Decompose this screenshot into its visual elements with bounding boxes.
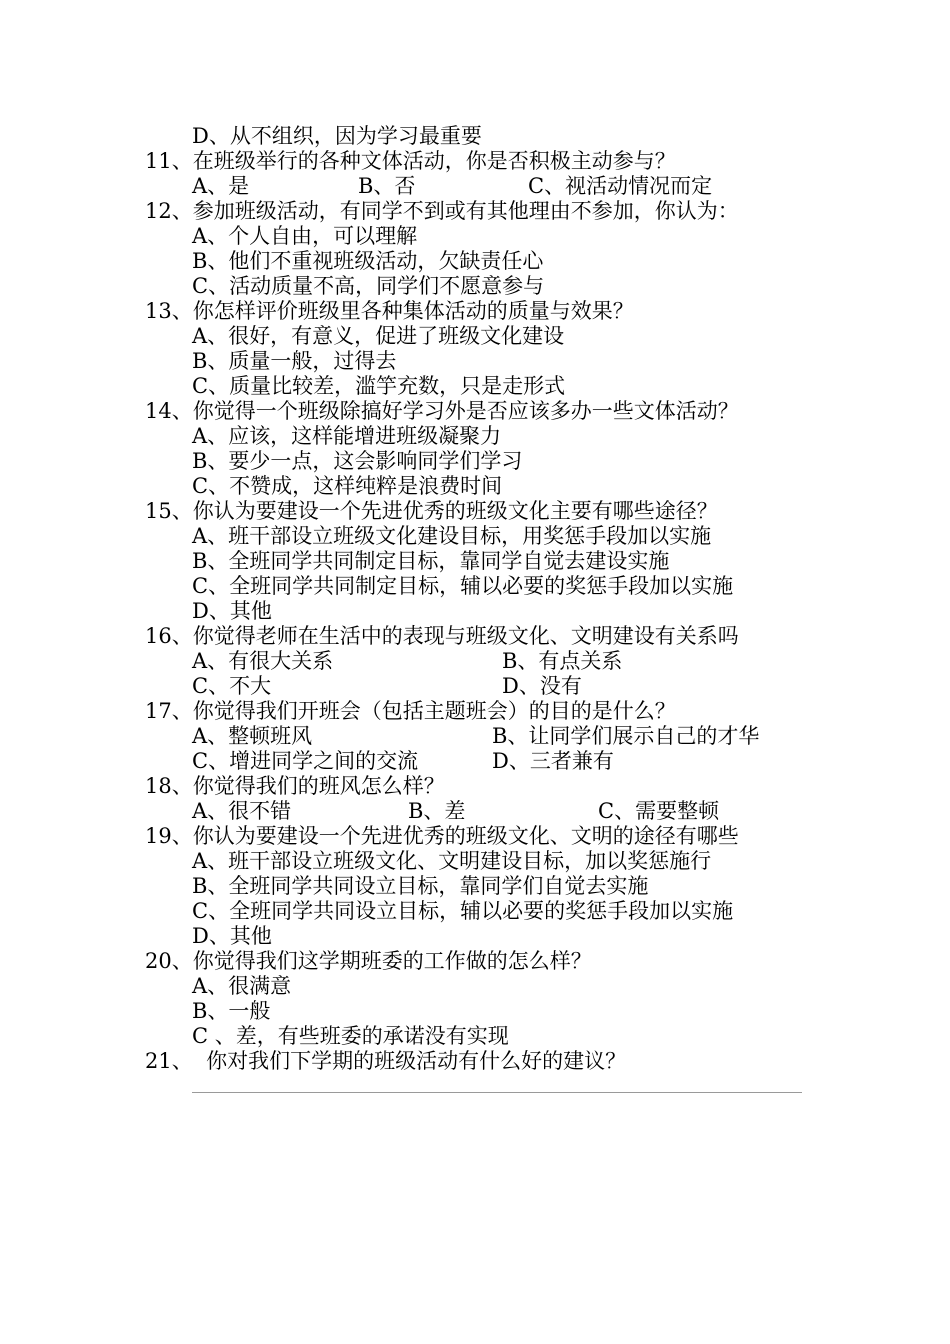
option-q11-b: B、否 bbox=[358, 174, 416, 198]
option-q15-d: D、其他 bbox=[192, 599, 272, 623]
answer-blank-line[interactable] bbox=[192, 1092, 802, 1093]
question-17: 17、你觉得我们开班会（包括主题班会）的目的是什么？ bbox=[145, 699, 676, 723]
option-q16-b: B、有点关系 bbox=[502, 649, 623, 673]
option-q13-c: C、质量比较差，滥竽充数，只是走形式 bbox=[192, 374, 566, 398]
option-q20-a: A、很满意 bbox=[192, 974, 292, 998]
option-q17-d: D、三者兼有 bbox=[492, 749, 614, 773]
option-q15-b: B、全班同学共同制定目标，靠同学自觉去建设实施 bbox=[192, 549, 670, 573]
question-16: 16、你觉得老师在生活中的表现与班级文化、文明建设有关系吗 bbox=[145, 624, 739, 648]
option-q20-c: C 、差，有些班委的承诺没有实现 bbox=[192, 1024, 509, 1048]
option-q13-a: A、很好，有意义，促进了班级文化建设 bbox=[192, 324, 565, 348]
option-q19-b: B、全班同学共同设立目标，靠同学们自觉去实施 bbox=[192, 874, 649, 898]
question-21: 21、 你对我们下学期的班级活动有什么好的建议？ bbox=[145, 1049, 627, 1073]
option-q15-c: C、全班同学共同制定目标，辅以必要的奖惩手段加以实施 bbox=[192, 574, 734, 598]
question-15: 15、你认为要建设一个先进优秀的班级文化主要有哪些途径？ bbox=[145, 499, 718, 523]
option-q14-a: A、应该，这样能增进班级凝聚力 bbox=[192, 424, 502, 448]
option-q12-b: B、他们不重视班级活动，欠缺责任心 bbox=[192, 249, 544, 273]
option-q14-c: C、不赞成，这样纯粹是浪费时间 bbox=[192, 474, 503, 498]
option-q19-c: C、全班同学共同设立目标，辅以必要的奖惩手段加以实施 bbox=[192, 899, 734, 923]
option-q11-a: A、是 bbox=[192, 174, 250, 198]
question-19: 19、你认为要建设一个先进优秀的班级文化、文明的途径有哪些 bbox=[145, 824, 739, 848]
option-q14-b: B、要少一点，这会影响同学们学习 bbox=[192, 449, 523, 473]
option-q11-c: C、视活动情况而定 bbox=[528, 174, 713, 198]
option-q15-a: A、班干部设立班级文化建设目标，用奖惩手段加以实施 bbox=[192, 524, 712, 548]
option-q18-c: C、需要整顿 bbox=[598, 799, 720, 823]
option-q13-b: B、质量一般，过得去 bbox=[192, 349, 397, 373]
question-20: 20、你觉得我们这学期班委的工作做的怎么样？ bbox=[145, 949, 592, 973]
option-q18-a: A、很不错 bbox=[192, 799, 292, 823]
option-q16-d: D、没有 bbox=[502, 674, 582, 698]
option-q12-a: A、个人自由，可以理解 bbox=[192, 224, 418, 248]
option-q17-a: A、整顿班风 bbox=[192, 724, 313, 748]
question-13: 13、你怎样评价班级里各种集体活动的质量与效果？ bbox=[145, 299, 634, 323]
option-q16-a: A、有很大关系 bbox=[192, 649, 334, 673]
option-q17-c: C、增进同学之间的交流 bbox=[192, 749, 419, 773]
option-q20-b: B、一般 bbox=[192, 999, 271, 1023]
option-q19-a: A、班干部设立班级文化、文明建设目标，加以奖惩施行 bbox=[192, 849, 712, 873]
option-q17-b: B、让同学们展示自己的才华 bbox=[492, 724, 760, 748]
question-11: 11、在班级举行的各种文体活动，你是否积极主动参与？ bbox=[145, 149, 676, 173]
option-q19-d: D、其他 bbox=[192, 924, 272, 948]
option-q12-c: C、活动质量不高，同学们不愿意参与 bbox=[192, 274, 545, 298]
option-q18-b: B、差 bbox=[408, 799, 466, 823]
question-12: 12、参加班级活动，有同学不到或有其他理由不参加，你认为： bbox=[145, 199, 739, 223]
question-18: 18、你觉得我们的班风怎么样？ bbox=[145, 774, 445, 798]
option-q10-d: D、从不组织，因为学习最重要 bbox=[192, 124, 482, 148]
option-q16-c: C、不大 bbox=[192, 674, 272, 698]
question-14: 14、你觉得一个班级除搞好学习外是否应该多办一些文体活动？ bbox=[145, 399, 739, 423]
